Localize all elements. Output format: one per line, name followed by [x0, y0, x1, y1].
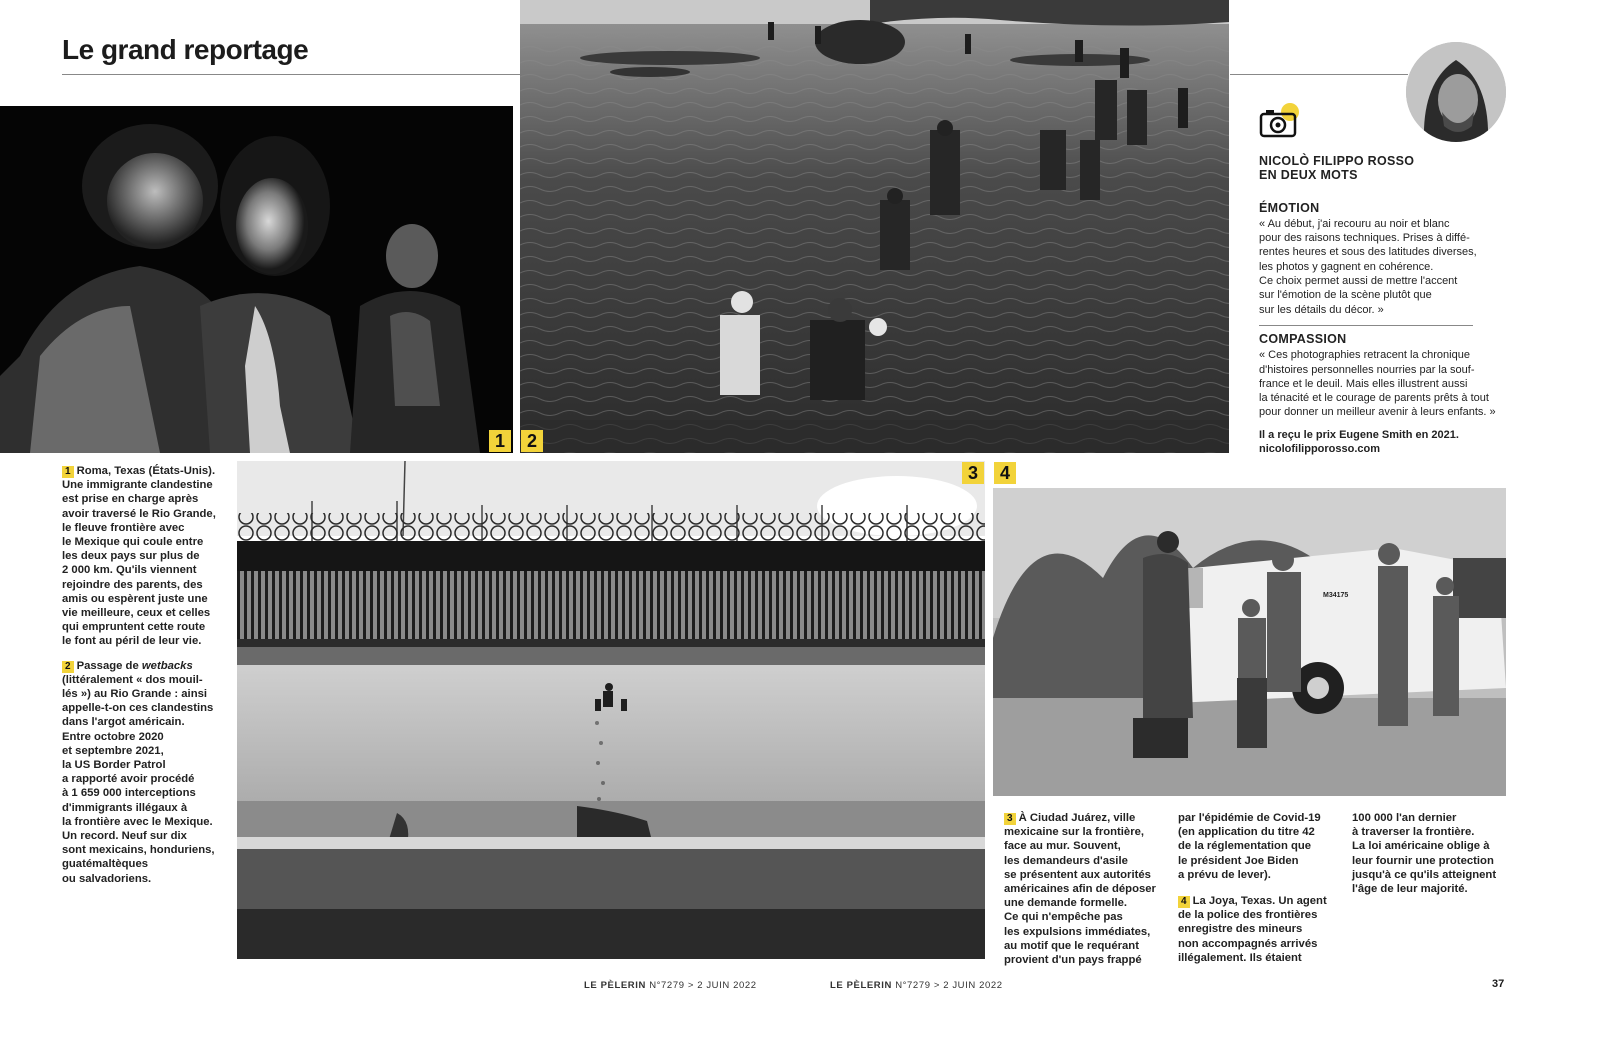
photographer-sidebar [1259, 154, 1519, 456]
caption-4: 4 La Joya, Texas. Un agent de la police des frontières enregistre des mineurs non accompagnés arrivés illégalement. Ils étaient [1178, 895, 1327, 964]
camera-icon [1258, 102, 1302, 140]
photographer-subtitle: EN DEUX MOTS [1259, 168, 1358, 183]
caption-1: 1 Roma, Texas (États-Unis). Une immigrante clandestine est prise en charge après avoir traversé le Rio Grande, le fleuve frontière avec le Mexique qui coule entre les deux pays sur plus de 2 000 km. Qu'ils viennent rejoindre des parents, des amis ou espèrent juste une vie meilleure, ceux et celles qui empruntent cette route le font au péril de leur vie. [62, 465, 216, 648]
photo-badge-3: 3 [962, 462, 984, 484]
emotion-text [1259, 217, 1519, 317]
caption-badge-3: 3 [1004, 813, 1016, 825]
captions-left [62, 464, 232, 896]
emotion-line: les photos y gagnent en cohérence. [1259, 260, 1434, 273]
photo-badge-1: 1 [489, 430, 511, 452]
compassion-line: la ténacité et le courage de parents prêts à tout [1259, 392, 1489, 405]
caption-2: 2 Passage de wetbacks (littéralement « dos mouil- lés ») au Rio Grande : ainsi appelle-t-on ces clandestins dans l'argot américain. Entre octobre 2020 et septembre 2021, la US Border Patrol a rapporté avoir procédé à 1 659 000 interceptions d'immigrants illégaux à la frontière avec le Mexique. Un record. Neuf sur dix sont mexicains, honduriens, guatémaltèques ou salvadoriens. [62, 659, 215, 885]
compassion-line: france et le deuil. Mais elles illustrent aussi [1259, 377, 1468, 390]
compassion-line: « Ces photographies retracent la chronique [1259, 349, 1470, 362]
emotion-line: « Au début, j'ai recouru au noir et blanc [1259, 217, 1450, 230]
vehicle-id: M34175 [1323, 592, 1349, 599]
emotion-line: Ce choix permet aussi de mettre l'accent [1259, 275, 1458, 288]
emotion-line: pour des raisons techniques. Prises à diffé- [1259, 232, 1470, 245]
photo-2-river-crossing [520, 0, 1229, 453]
title-rule [62, 74, 520, 75]
emotion-line: rentes heures et sous des latitudes diverses, [1259, 246, 1477, 259]
footer-left [584, 980, 757, 991]
section-title: Le grand reportage [62, 34, 309, 65]
emotion-heading: ÉMOTION [1259, 200, 1320, 215]
photographer-portrait [1406, 42, 1506, 142]
page-number: 37 [1492, 978, 1505, 990]
sidebar-rule [1230, 74, 1408, 75]
photo-3-border-wall [237, 461, 985, 959]
footer-brand: LE PÈLERIN [830, 980, 892, 991]
caption-badge-1: 1 [62, 466, 74, 478]
footer-issue: N°7279 > 2 JUIN 2022 [645, 980, 757, 991]
footer-brand: LE PÈLERIN [584, 980, 646, 991]
photographer-name: NICOLÒ FILIPPO ROSSO [1259, 154, 1415, 168]
photo-badge-2: 2 [521, 430, 543, 452]
footer-right [830, 980, 1003, 991]
photo-1-mother-child [0, 106, 513, 453]
compassion-heading: COMPASSION [1259, 331, 1347, 346]
sidebar-divider [1259, 325, 1473, 326]
caption-3: 3 À Ciudad Juárez, ville mexicaine sur la frontière, face au mur. Souvent, les demandeurs d'asile se présentent aux autorités américaines afin de déposer une demande formelle. Ce qui n'empêche pas les expulsions immédiates, au motif que le requérant provient d'un pays frappé [1004, 812, 1156, 967]
compassion-line: pour donner un meilleur avenir à leurs enfants. » [1259, 406, 1496, 419]
caption-4-continued: 100 000 l'an dernier à traverser la frontière. La loi américaine oblige à leur fournir une protection jusqu'à ce qu'ils atteignent l'âge de leur majorité. [1352, 812, 1497, 896]
caption-3-continued: par l'épidémie de Covid-19 (en application du titre 42 de la réglementation que le président Joe Biden a prévu de lever). [1178, 812, 1321, 881]
website-line: nicolofilipporosso.com [1259, 443, 1381, 456]
award-text [1259, 428, 1519, 457]
emotion-line: sur l'émotion de la scène plutôt que [1259, 289, 1432, 302]
compassion-line: d'histoires personnelles nourries par la souf- [1259, 363, 1475, 376]
compassion-text [1259, 348, 1519, 419]
emotion-line: sur les détails du décor. » [1259, 303, 1384, 316]
photo-4-border-patrol [993, 488, 1506, 796]
caption-badge-4: 4 [1178, 896, 1190, 908]
photo-badge-4: 4 [994, 462, 1016, 484]
award-line: Il a reçu le prix Eugene Smith en 2021. [1259, 428, 1459, 441]
footer-issue: N°7279 > 2 JUIN 2022 [891, 980, 1003, 991]
caption-badge-2: 2 [62, 661, 74, 673]
